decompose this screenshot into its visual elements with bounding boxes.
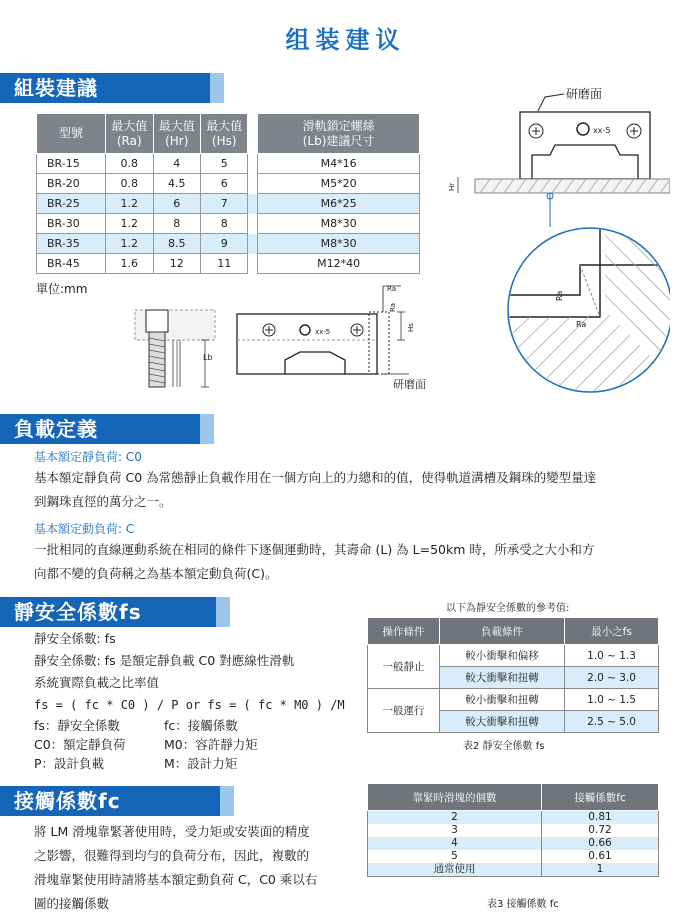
col-header-model: 型號 bbox=[37, 114, 106, 154]
table-row: 一般運行 較小衝擊和扭轉 1.0 ~ 1.5 bbox=[368, 689, 659, 711]
table-row: BR-15 0.8 4 5 M4*16 bbox=[37, 154, 420, 174]
contact-text: 將 LM 滑塊靠緊著使用時，受力矩或安裝面的精度 之影響，很難得到均勻的負荷分布，因此，複數的 滑塊靠緊使用時請將基本額定動負荷 C，C0 乘以右 圖的接觸係數 bbox=[34, 824, 318, 911]
xx5-label-middle: xx-5 bbox=[315, 328, 331, 336]
table-row: BR-25 1.2 6 7 M6*25 bbox=[37, 194, 420, 214]
grind-label-bottom: 研磨面 bbox=[393, 378, 426, 391]
table-row: 3 0.72 bbox=[368, 824, 659, 837]
table-row: 通常使用 1 bbox=[368, 863, 659, 877]
safety-definitions: fs：靜安全係數 fc：接觸係數 C0：額定靜負荷 M0：容許靜力矩 P：設計負載 M：設計力矩 bbox=[34, 718, 258, 771]
contact-factor-table: 靠緊時滑塊的個數 接觸係數fc 2 0.81 3 0.72 4 0.66 5 0.61 通常使用 1 bbox=[367, 783, 659, 877]
safety-table-caption: 表2 靜安全係數 fs bbox=[463, 741, 545, 752]
page-title: 组装建议 bbox=[285, 26, 406, 54]
xx5-label-top: xx-5 bbox=[593, 126, 611, 135]
table-row: BR-20 0.8 4.5 6 M5*20 bbox=[37, 174, 420, 194]
lb-label: Lb bbox=[203, 353, 213, 362]
dynamic-load-text: 一批相同的直線運動系統在相同的條件下逐個運動時，其壽命 (L) 為 L=50km 時，所承受之大小和方 向都不變的負荷稱之為基本額定動負荷(C)。 bbox=[34, 542, 595, 581]
ra-label-top-middle: Ra bbox=[387, 285, 396, 293]
ra-label-horizontal: Ra bbox=[576, 320, 587, 329]
safety-text: 靜安全係數: fs 靜安全係數: fs 是額定靜負載 C0 對應線性滑軌 系統實際負載之比率值 fs = ( fc * C0 ) / P or fs = ( fc * M0 ) /M bbox=[34, 631, 345, 712]
static-load-subtitle: 基本額定靜負荷: C0 bbox=[34, 450, 142, 464]
section-header-load: 負載定義 bbox=[0, 414, 200, 444]
table-row: 5 0.61 bbox=[368, 850, 659, 863]
section-header-safety: 靜安全係數fs bbox=[0, 597, 216, 627]
static-load-text: 基本額定靜負荷 C0 為常態靜止負載作用在一個方向上的力總和的值，使得軌道溝槽及鋼珠的變型量達 到鋼珠直徑的萬分之一。 bbox=[34, 470, 597, 509]
col-header-hr: 最大值 (Hr) bbox=[153, 114, 200, 154]
ra-label-middle: Ra bbox=[389, 303, 397, 312]
col-header-ra: 最大值 (Ra) bbox=[106, 114, 153, 154]
hs-label: Hs bbox=[407, 323, 415, 332]
table-row: 較大衝擊和扭轉 2.5 ~ 5.0 bbox=[368, 711, 659, 733]
table-row: BR-45 1.6 12 11 M12*40 bbox=[37, 254, 420, 274]
table-row: 4 0.66 bbox=[368, 837, 659, 850]
section-header-contact: 接觸係數fc bbox=[0, 786, 220, 816]
table-row: BR-30 1.2 8 8 M8*30 bbox=[37, 214, 420, 234]
hr-label: Hr bbox=[448, 182, 456, 191]
grind-label-top: 研磨面 bbox=[566, 87, 603, 101]
assembly-diagram-middle bbox=[125, 282, 445, 394]
section-header-assembly: 組裝建議 bbox=[0, 73, 210, 103]
safety-factor-table: 操作條件 負載條件 最小之fs 一般靜止 較小衝擊和偏移 1.0 ~ 1.3 較大衝擊和扭轉 2.0 ~ 3.0 一般運行 較小衝擊和扭轉 1.0 ~ 1.5 較大衝擊和扭轉 2.5 ~ 5.0 bbox=[367, 617, 659, 733]
table-row: 較大衝擊和扭轉 2.0 ~ 3.0 bbox=[368, 667, 659, 689]
dynamic-load-subtitle: 基本額定動負荷: C bbox=[34, 522, 135, 536]
table-row: 2 0.81 bbox=[368, 811, 659, 825]
assembly-diagram-right bbox=[440, 85, 670, 395]
safety-ref-note: 以下為靜安全係數的參考值: bbox=[446, 603, 570, 614]
unit-label: 單位:mm bbox=[36, 282, 88, 296]
table-row: 一般靜止 較小衝擊和偏移 1.0 ~ 1.3 bbox=[368, 645, 659, 667]
ra-label-vertical: Ra bbox=[555, 290, 564, 301]
contact-table-caption: 表3 接觸係數 fc bbox=[487, 899, 559, 910]
col-header-lb: 滑軌鎖定螺絲 (Lb)建議尺寸 bbox=[258, 114, 420, 154]
col-header-hs: 最大值 (Hs) bbox=[200, 114, 247, 154]
assembly-table bbox=[36, 113, 420, 274]
table-row: BR-35 1.2 8.5 9 M8*30 bbox=[37, 234, 420, 254]
